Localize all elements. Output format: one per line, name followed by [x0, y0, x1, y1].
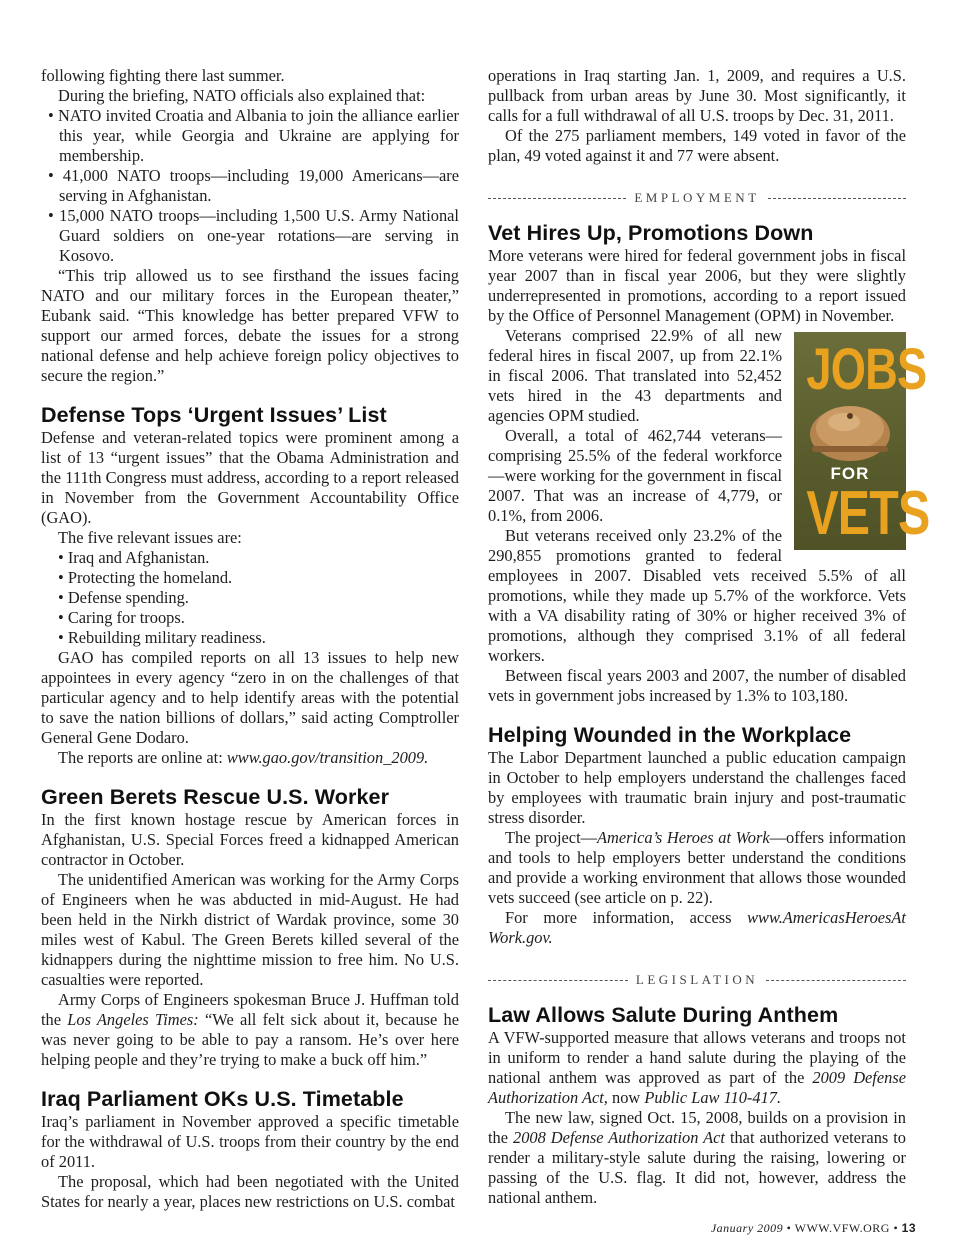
paragraph: More veterans were hired for federal government jobs in fiscal year 2007 than in fiscal year 2006, but they were slightly underrepresented in promotions, according to a report issued by the Office of Personnel Management (OPM) in November.: [488, 246, 906, 325]
bullet-item: • 41,000 NATO troops—including 19,000 Americans—are serving in Afghanistan.: [48, 166, 459, 205]
paragraph: The unidentified American was working for the Army Corps of Engineers when he was abducted in mid-August. He had been held in the Nirkh district of Wardak province, some 30 miles west of Kabul. The Green Berets killed several of the kidnappers during the nighttime mission to free him. No U.S. casualties were reported.: [41, 870, 459, 989]
article-heading-vet-hires: Vet Hires Up, Promotions Down: [488, 221, 814, 245]
heroes-link[interactable]: www.AmericasHeroesAt Work.gov.: [488, 908, 906, 947]
divider-dash: [488, 198, 626, 199]
bullet-item: • Iraq and Afghanistan.: [58, 548, 210, 567]
paragraph: “This trip allowed us to see firsthand the issues facing NATO and our military forces in the European theater,” Eubank said. “This knowledge has better prepared VFW to support our armed forces, debate the issues for a strong national defense and help achieve foreign policy objectives to secure the region.”: [41, 266, 459, 385]
section-divider-legislation: [488, 970, 906, 990]
divider-dash: [768, 198, 906, 199]
paragraph: [41, 748, 459, 768]
paragraph: Overall, a total of 462,744 veterans—comprising 25.5% of the federal workforce—were working for the government in fiscal 2007. That was an increase of 4,779, or 0.1%, from 2006.: [488, 426, 782, 525]
paragraph: In the first known hostage rescue by American forces in Afghanistan, U.S. Special Forces freed a kidnapped American contractor in October.: [41, 810, 459, 869]
paragraph: [488, 828, 906, 908]
paragraph-text: Army Corps of Engineers spokesman Bruce J. Huffman told the: [41, 990, 459, 1029]
paragraph: Between fiscal years 2003 and 2007, the number of disabled vets in government jobs increased by 1.3% to 103,180.: [488, 666, 906, 705]
article-heading-iraq: Iraq Parliament OKs U.S. Timetable: [41, 1087, 404, 1111]
right-column: [488, 66, 930, 1208]
publication-name: Los Angeles Times:: [67, 1010, 199, 1029]
article-heading-wounded: Helping Wounded in the Workplace: [488, 723, 852, 747]
divider-dash: [766, 980, 906, 981]
gao-link[interactable]: www.gao.gov/transition_2009.: [226, 748, 429, 767]
paragraph: The proposal, which had been negotiated with the United States for nearly a year, places new restrictions on U.S. combat: [41, 1172, 459, 1211]
paragraph: Iraq’s parliament in November approved a specific timetable for the withdrawal of U.S. troops from their country by the end of 2011.: [41, 1112, 459, 1171]
paragraph-text: “We all felt sick about it, because he was never going to be able to pay a ransom. He’s over here helping people and they’re trying to make a buck off him.”: [41, 1010, 460, 1069]
issue-date: January 2009: [710, 1221, 784, 1235]
bullet-item: • Rebuilding military readiness.: [58, 628, 266, 647]
for-word: FOR: [830, 464, 870, 483]
jobs-for-vets-graphic: [794, 332, 930, 550]
paragraph: Of the 275 parliament members, 149 voted in favor of the plan, 49 voted against it and 77 were absent.: [488, 126, 906, 165]
paragraph-text: now: [607, 1088, 645, 1107]
paragraph: operations in Iraq starting Jan. 1, 2009, and requires a U.S. pullback from urban areas by June 30. Most significantly, it calls for a full withdrawal of all U.S. troops by Dec. 31, 2011.: [488, 66, 906, 125]
act-name: 2009 Defense Authorization Act,: [488, 1068, 906, 1107]
paragraph: [41, 990, 459, 1070]
paragraph-text: A VFW-supported measure that allows veterans and troops not in uniform to render a hand salute during the playing of the national anthem was approved as part of the: [488, 1028, 906, 1087]
paragraph: [488, 1108, 906, 1208]
bullet-item: • NATO invited Croatia and Albania to join the alliance earlier this year, while Georgia and Ukraine are applying for membership.: [48, 106, 459, 165]
paragraph-text: that authorized veterans to render a military-style salute during the raising, lowering or passing of the U.S. flag. It did not, however, address the national anthem.: [488, 1128, 906, 1207]
paragraph: The Labor Department launched a public education campaign in October to help employers understand the challenges faced by employees with traumatic brain injury and post-traumatic stress disorder.: [488, 748, 906, 827]
section-label: LEGISLATION: [635, 972, 759, 987]
page-number: 13: [901, 1221, 916, 1235]
vets-word: VETS: [806, 479, 930, 548]
section-label: EMPLOYMENT: [634, 190, 760, 205]
footer-separator: •: [783, 1221, 795, 1235]
paragraph: GAO has compiled reports on all 13 issues to help new appointees in every agency “zero in on the challenges of that particular agency and to help identify areas with the potential to save the nation billions of dollars,” said acting Comptroller General Gene Dodaro.: [41, 648, 459, 747]
paragraph: During the briefing, NATO officials also explained that:: [58, 86, 426, 105]
website[interactable]: WWW.VFW.ORG: [794, 1221, 890, 1235]
paragraph: Veterans comprised 22.9% of all new federal hires in fiscal 2007, up from 22.1% in fiscal 2006. That translated into 52,452 vets hired in the 43 departments and agencies OPM studied.: [488, 326, 782, 425]
paragraph-text: For more information, access: [505, 908, 748, 927]
paragraph-text: The project—: [505, 828, 598, 847]
paragraph-text: —offers information and tools to help employers better understand the conditions and provide a working environment that allows those wounded vets succeed (see article on p. 22).: [488, 828, 906, 907]
paragraph-text: The new law, signed Oct. 15, 2008, builds on a provision in the: [488, 1108, 906, 1147]
bullet-item: • 15,000 NATO troops—including 1,500 U.S. Army National Guard soldiers on one-year rotations—are serving in Kosovo.: [48, 206, 459, 265]
law-name: Public Law 110-417.: [644, 1088, 782, 1107]
paragraph: [488, 908, 906, 948]
paragraph: following fighting there last summer.: [41, 66, 285, 85]
paragraph-text: The reports are online at:: [58, 748, 227, 767]
article-heading-green-berets: Green Berets Rescue U.S. Worker: [41, 785, 390, 809]
bullet-item: • Defense spending.: [58, 588, 189, 607]
bullet-item: • Protecting the homeland.: [58, 568, 233, 587]
program-name: America’s Heroes at Work: [597, 828, 770, 847]
article-heading-salute: Law Allows Salute During Anthem: [488, 1003, 839, 1027]
paragraph: Defense and veteran-related topics were prominent among a list of 13 “urgent issues” that the Obama Administration and the 111th Congress must address, according to a report released in November from the Government Accountability Office (GAO).: [41, 428, 459, 527]
bullet-item: • Caring for troops.: [58, 608, 185, 627]
paragraph: The five relevant issues are:: [58, 528, 242, 547]
paragraph: [488, 1028, 906, 1108]
section-divider-employment: [488, 188, 906, 208]
act-name: 2008 Defense Authorization Act: [513, 1128, 725, 1147]
left-column: [41, 66, 459, 1212]
divider-dash: [488, 980, 628, 981]
footer-separator: •: [889, 1221, 902, 1235]
helmet-icon: [804, 394, 896, 464]
article-heading-defense: Defense Tops ‘Urgent Issues’ List: [41, 403, 387, 427]
jobs-word: JOBS: [806, 337, 927, 402]
paragraph: But veterans received only 23.2% of the 290,855 promotions granted to federal employees in 2007. Disabled vets received 5.5% of all promotions, while they made up 5.7% of the workforce. Vets with a VA disability rating of 30% or higher received 3% of promotions, although they comprised 3.1% of all federal workers.: [488, 526, 906, 665]
page-footer: [711, 1221, 916, 1236]
